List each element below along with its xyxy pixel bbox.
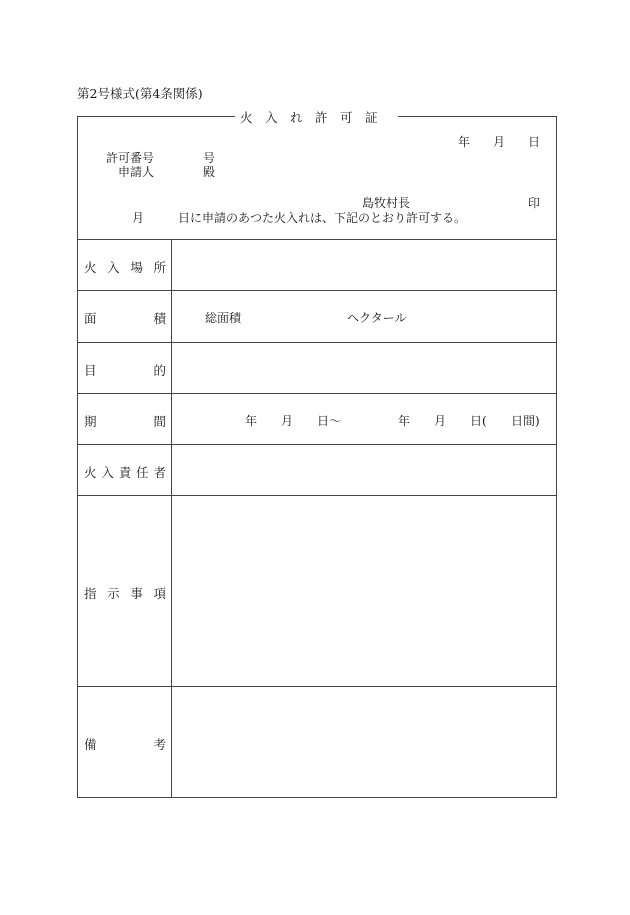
- period-start-day: 日〜: [317, 414, 342, 428]
- row-divider: [77, 393, 557, 394]
- instructions-label: 指 示 事 項: [84, 586, 166, 601]
- applicant-label: 申請人: [118, 165, 155, 179]
- date-month-label: 月: [493, 135, 506, 149]
- permit-number-label: 許可番号: [106, 151, 155, 165]
- period-start-year: 年: [245, 414, 258, 428]
- location-label: 火 入 場 所: [84, 260, 166, 275]
- total-area-label: 総面積: [205, 311, 242, 325]
- date-day-label: 日: [528, 135, 541, 149]
- form-number: 第2号様式(第4条関係): [77, 86, 203, 101]
- seal-mark: 印: [528, 196, 541, 210]
- period-end-day: 日(: [470, 414, 487, 428]
- issuer-name: 島牧村長: [362, 196, 411, 210]
- period-days: 日間): [511, 414, 540, 428]
- area-label: 面 積: [84, 311, 166, 326]
- responsible-person-value[interactable]: [172, 445, 556, 495]
- period-start-month: 月: [281, 414, 294, 428]
- purpose-value[interactable]: [172, 343, 556, 393]
- period-end-month: 月: [434, 414, 447, 428]
- row-divider: [77, 290, 557, 291]
- date-year-label: 年: [458, 135, 471, 149]
- purpose-label: 目 的: [84, 363, 166, 378]
- remarks-label: 備 考: [84, 737, 166, 752]
- period-label: 期 間: [84, 414, 166, 429]
- statement-month: 月: [132, 211, 145, 225]
- applicant-honorific: 殿: [203, 165, 216, 179]
- period-end-year: 年: [398, 414, 411, 428]
- responsible-person-label: 火 入 責 任 者: [84, 465, 166, 480]
- location-value[interactable]: [172, 240, 556, 290]
- area-unit: ヘクタール: [347, 311, 407, 325]
- statement-text: 日に申請のあつた火入れは、下記のとおり許可する。: [178, 211, 467, 225]
- certificate-title: 火 入 れ 許 可 証: [240, 110, 378, 125]
- instructions-value[interactable]: [172, 496, 556, 686]
- remarks-value[interactable]: [172, 687, 556, 797]
- permit-number-suffix: 号: [203, 151, 216, 165]
